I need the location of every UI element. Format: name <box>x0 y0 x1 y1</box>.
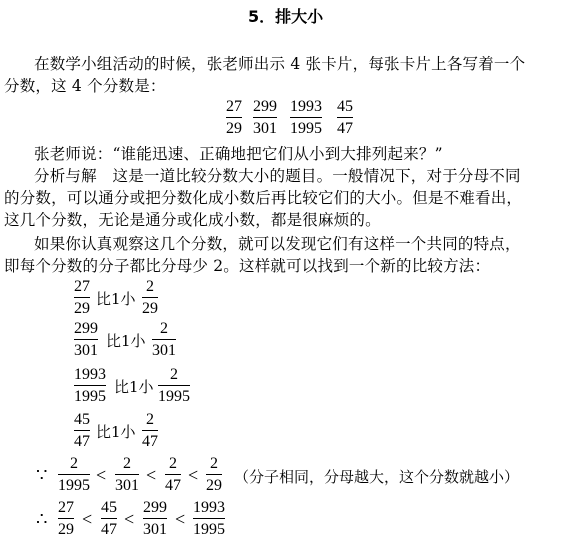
fraction-bar <box>158 385 190 386</box>
fraction-bar <box>58 474 90 475</box>
denominator: 47 <box>142 433 158 450</box>
because-fraction <box>206 455 222 495</box>
comparison-fraction <box>158 366 190 406</box>
therefore-symbol: ∴ <box>36 509 48 529</box>
denominator: 29 <box>74 300 90 317</box>
numerator: 2 <box>146 278 154 295</box>
card-fraction <box>337 98 353 138</box>
less-than-sign: < <box>175 509 186 529</box>
comparison-text: 比1小 <box>106 332 146 350</box>
numerator: 299 <box>143 499 167 516</box>
less-than-sign: < <box>188 465 199 485</box>
paragraph-line: 张老师说：“谁能迅速、正确地把它们从小到大排列起来？” <box>34 145 443 163</box>
denominator: 301 <box>115 477 139 494</box>
numerator: 1993 <box>193 499 225 516</box>
denominator: 29 <box>142 300 158 317</box>
therefore-fraction <box>58 499 74 539</box>
fraction-bar <box>152 339 176 340</box>
numerator: 299 <box>253 98 277 115</box>
fraction-bar <box>74 297 90 298</box>
paragraph-line: 分数，这 4 个分数是： <box>4 77 166 95</box>
fraction-bar <box>101 518 117 519</box>
numerator: 45 <box>101 499 117 516</box>
fraction-bar <box>193 518 225 519</box>
denominator: 47 <box>101 521 117 538</box>
card-fraction <box>290 98 322 138</box>
denominator: 1995 <box>290 120 322 137</box>
paragraph-line: 在数学小组活动的时候，张老师出示 4 张卡片，每张卡片上各写着一个 <box>34 55 526 73</box>
therefore-fraction <box>101 499 117 539</box>
denominator: 47 <box>337 120 353 137</box>
numerator: 2 <box>170 366 178 383</box>
because-fraction <box>115 455 139 495</box>
numerator: 299 <box>74 320 98 337</box>
numerator: 27 <box>74 278 90 295</box>
comparison-text: 比1小 <box>96 423 136 441</box>
denominator: 1995 <box>58 477 90 494</box>
paragraph-line: 即每个分数的分子都比分母少 2。这样就可以找到一个新的比较方法： <box>4 257 491 275</box>
denominator: 301 <box>143 521 167 538</box>
comparison-fraction <box>74 411 90 451</box>
numerator: 2 <box>169 455 177 472</box>
fraction-bar <box>290 117 322 118</box>
fraction-bar <box>253 117 277 118</box>
less-than-sign: < <box>124 509 135 529</box>
because-symbol: ∵ <box>36 465 48 485</box>
comparison-fraction <box>142 411 158 451</box>
section-title: 5．排大小 <box>248 7 324 26</box>
denominator: 47 <box>165 477 181 494</box>
fraction-bar <box>74 385 106 386</box>
fraction-bar <box>337 117 353 118</box>
numerator: 2 <box>146 411 154 428</box>
fraction-bar <box>115 474 139 475</box>
comparison-fraction <box>74 278 90 318</box>
numerator: 45 <box>337 98 353 115</box>
fraction-bar <box>206 474 222 475</box>
denominator: 29 <box>206 477 222 494</box>
numerator: 27 <box>226 98 242 115</box>
fraction-bar <box>165 474 181 475</box>
denominator: 1995 <box>193 521 225 538</box>
numerator: 2 <box>70 455 78 472</box>
fraction-bar <box>74 339 98 340</box>
fraction-bar <box>226 117 242 118</box>
comparison-text: 比1小 <box>96 290 136 308</box>
comparison-fraction <box>74 366 106 406</box>
less-than-sign: < <box>96 465 107 485</box>
card-fraction <box>226 98 242 138</box>
paragraph-line: 这几个分数，无论是通分或化成小数，都是很麻烦的。 <box>4 211 381 229</box>
paragraph-line: 如果你认真观察这几个分数，就可以发现它们有这样一个共同的特点， <box>34 235 521 253</box>
denominator: 1995 <box>158 388 190 405</box>
comparison-fraction <box>142 278 158 318</box>
denominator: 47 <box>74 433 90 450</box>
less-than-sign: < <box>146 465 157 485</box>
denominator: 29 <box>58 521 74 538</box>
paragraph-line: 分析与解 这是一道比较分数大小的题目。一般情况下，对于分母不同 <box>34 167 521 185</box>
numerator: 27 <box>58 499 74 516</box>
fraction-bar <box>142 430 158 431</box>
numerator: 1993 <box>290 98 322 115</box>
because-fraction <box>58 455 90 495</box>
comparison-fraction <box>152 320 176 360</box>
fraction-bar <box>142 297 158 298</box>
numerator: 45 <box>74 411 90 428</box>
therefore-fraction <box>193 499 225 539</box>
less-than-sign: < <box>82 509 93 529</box>
numerator: 2 <box>123 455 131 472</box>
denominator: 1995 <box>74 388 106 405</box>
denominator: 301 <box>74 342 98 359</box>
fraction-bar <box>58 518 74 519</box>
fraction-bar <box>74 430 90 431</box>
denominator: 301 <box>253 120 277 137</box>
because-note: （分子相同，分母越大，这个分数就越小） <box>234 468 520 486</box>
paragraph-line: 的分数，可以通分或把分数化成小数后再比较它们的大小。但是不难看出， <box>4 189 523 207</box>
denominator: 29 <box>226 120 242 137</box>
numerator: 2 <box>210 455 218 472</box>
therefore-fraction <box>143 499 167 539</box>
card-fraction <box>253 98 277 138</box>
denominator: 301 <box>152 342 176 359</box>
numerator: 2 <box>160 320 168 337</box>
comparison-text: 比1小 <box>114 378 154 396</box>
numerator: 1993 <box>74 366 106 383</box>
fraction-bar <box>143 518 167 519</box>
because-fraction <box>165 455 181 495</box>
comparison-fraction <box>74 320 98 360</box>
